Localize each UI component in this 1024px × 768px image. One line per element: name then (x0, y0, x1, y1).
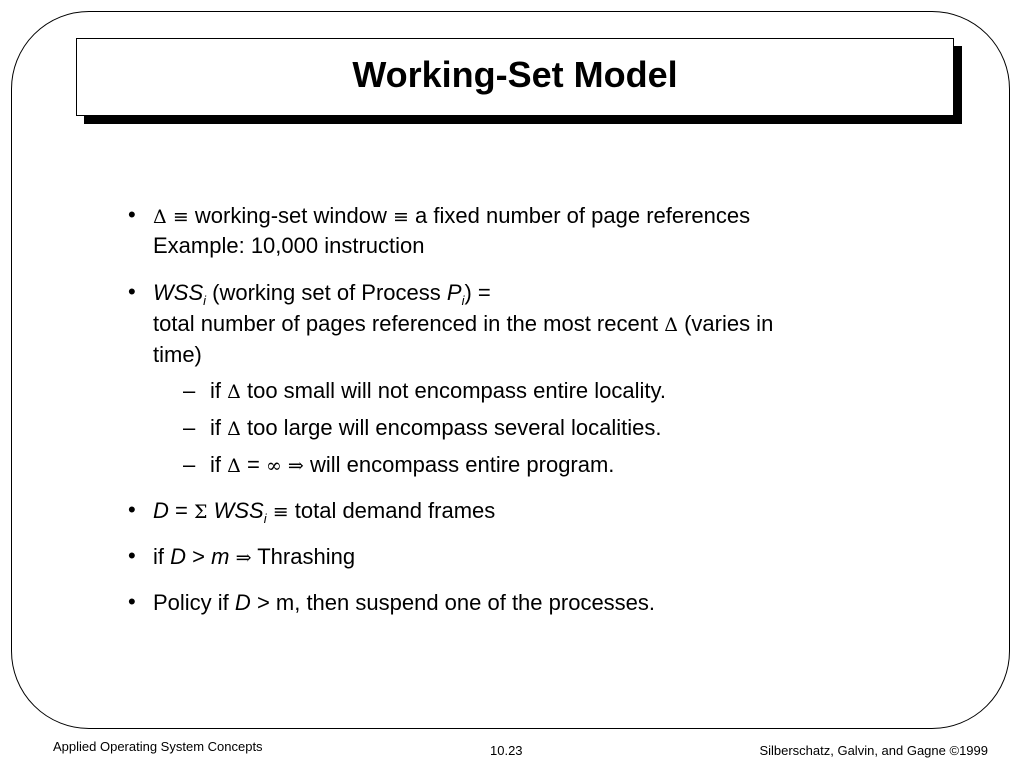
m-variable: m (211, 544, 230, 569)
bullet-1-text-b: a fixed number of page references (415, 203, 751, 228)
d-variable: D (234, 590, 251, 615)
sub-2-text: too large will encompass several localities. (246, 415, 662, 440)
subscript-i: i (263, 511, 267, 526)
bullet-marker: • (128, 279, 136, 304)
d-variable: D (170, 544, 187, 569)
bullet-marker: • (128, 497, 136, 522)
bullet-4-line (153, 544, 355, 571)
bullet-2-line-3: time) (153, 342, 202, 367)
bullet-3-text: total demand frames (294, 498, 496, 523)
bullet-2-line2-text-b: (varies in (684, 311, 774, 336)
sub-bullet-1 (210, 378, 666, 405)
bullet-1-text-a: working-set window (194, 203, 387, 228)
equiv-symbol: ≡ (272, 501, 289, 523)
bullet-marker: • (128, 589, 136, 614)
bullet-2-text-a: (working set of Process (212, 280, 441, 305)
delta-symbol: Δ (664, 314, 678, 336)
equals-sign: = (246, 452, 260, 477)
bullet-2-line-1 (153, 280, 491, 306)
process-p: P (446, 280, 462, 305)
delta-symbol: Δ (227, 381, 241, 403)
sub-1-if: if (210, 378, 221, 403)
footer-authors: Silberschatz, Galvin, and Gagne ©1999 (759, 743, 988, 758)
delta-symbol: Δ (227, 418, 241, 440)
greater-than: > (192, 544, 205, 569)
dash-marker: – (183, 452, 196, 477)
equals-sign: = (175, 498, 188, 523)
wss-term: WSS (153, 280, 204, 305)
implies-symbol: ⇒ (287, 455, 304, 477)
sub-bullet-3 (210, 452, 614, 479)
sub-1-text: too small will not encompass entire locality. (246, 378, 666, 403)
delta-symbol: Δ (227, 455, 241, 477)
equiv-symbol: ≡ (172, 206, 189, 228)
wss-term: WSS (213, 498, 264, 523)
bullet-3-line (153, 498, 495, 525)
sub-3-if: if (210, 452, 221, 477)
bullet-2-line2-text-a: total number of pages referenced in the most recent (153, 311, 659, 336)
bullet-1-line-1 (153, 203, 750, 230)
sub-bullet-2 (210, 415, 662, 442)
bullet-5-line (153, 590, 655, 616)
delta-symbol: Δ (153, 206, 167, 228)
sigma-symbol: Σ (194, 501, 208, 523)
title-box (76, 38, 954, 116)
slide-title: Working-Set Model (352, 54, 678, 95)
bullet-marker: • (128, 202, 136, 227)
sub-3-text: will encompass entire program. (309, 452, 615, 477)
implies-symbol: ⇒ (235, 547, 252, 569)
subscript-i: i (461, 293, 465, 308)
bullet-2-text-b: ) = (464, 280, 491, 305)
dash-marker: – (183, 378, 196, 403)
footer-course-title: Applied Operating System Concepts (53, 739, 263, 754)
footer-page-number: 10.23 (490, 743, 523, 758)
sub-2-if: if (210, 415, 221, 440)
d-variable: D (153, 498, 169, 523)
bullet-5-text-a: Policy if (153, 590, 229, 615)
equiv-symbol: ≡ (393, 206, 409, 228)
subscript-i: i (203, 293, 207, 308)
bullet-4-if: if (153, 544, 164, 569)
dash-marker: – (183, 415, 196, 440)
bullet-1-line-2: Example: 10,000 instruction (153, 233, 425, 258)
bullet-marker: • (128, 543, 136, 568)
bullet-2-line-2 (153, 311, 773, 338)
infinity-symbol: ∞ (265, 455, 282, 477)
bullet-5-text-b: > m, then suspend one of the processes. (256, 590, 656, 615)
bullet-4-text: Thrashing (257, 544, 356, 569)
